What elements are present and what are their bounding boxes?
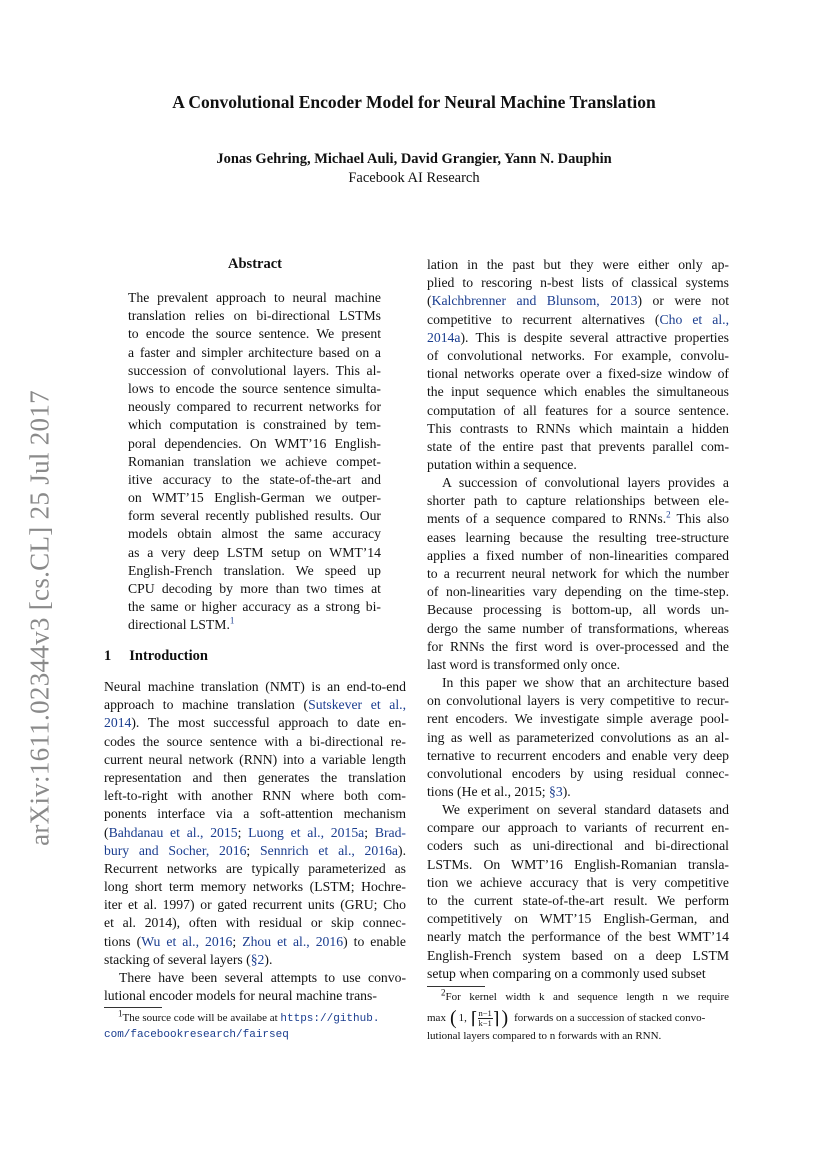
text-line: lation in the past but they were either only ap- xyxy=(427,257,729,272)
text-line: of non-linearities vary depending on the time-step. xyxy=(427,584,729,600)
author-list: Jonas Gehring, Michael Auli, David Grangier, Yann N. Dauphin xyxy=(216,151,612,167)
text-line: This contrasts to RNNs which maintain a hidden xyxy=(427,420,729,436)
intro-paragraph-2 xyxy=(104,969,406,1005)
right-paragraph-1 xyxy=(427,256,729,474)
text-line: Neural machine translation (NMT) is an end-to-end xyxy=(104,679,406,694)
paper-title: A Convolutional Encoder Model for Neural Machine Translation xyxy=(172,92,656,112)
footnote-2: $^2$For kernel width k and sequence length n we require max ( 1, ⌈ n−1 k−1 ⌉ ) forwards on a succession of stacked convo- lutional layers compared to n forwards with an RNN. xyxy=(427,987,729,1042)
text-line: left-to-right with another RNN where both com- xyxy=(104,788,406,804)
citation-link[interactable]: Sutskever et al., xyxy=(308,697,406,713)
math-one: 1, xyxy=(458,1012,467,1024)
text-line: ternative to recurrent encoders and enable very deep xyxy=(427,747,729,763)
citation-link[interactable]: §2 xyxy=(250,951,265,967)
text-line: to a recurrent neural network for which the number xyxy=(427,565,729,581)
text-line: There have been several attempts to use convo- xyxy=(119,970,406,985)
text-line: Recurrent networks are typically parameterized as xyxy=(104,860,406,876)
intro-paragraph-1 xyxy=(104,678,406,969)
citation-link[interactable]: bury and Socher, 2016 xyxy=(104,842,247,858)
text-line: the input sequence which enables the simultaneous xyxy=(427,384,729,400)
affiliation: Facebook AI Research xyxy=(348,170,480,186)
footnote-rule xyxy=(427,986,485,987)
text-line: last word is transformed only once. xyxy=(427,656,621,672)
footnote-reference[interactable]: 1 xyxy=(229,615,235,626)
text-line: codes the source sentence with a bi-directional re- xyxy=(104,733,406,749)
citation-link[interactable]: Wu et al., 2016 xyxy=(141,933,233,949)
citation-link[interactable]: 2014 xyxy=(104,715,132,731)
citation-link[interactable]: Bahdanau et al., 2015 xyxy=(108,824,238,840)
text-line: state of the entire past that prevents parallel com- xyxy=(427,438,729,454)
text-line: as a very deep LSTM setup on WMT’14 xyxy=(128,544,381,560)
text-line: tions (Wu et al., 2016; Zhou et al., 2016) to enable xyxy=(104,933,406,949)
text-line: plied to rescoring n-best lists of classical systems xyxy=(427,275,729,291)
text-line: long short term memory networks (LSTM; Hochre- xyxy=(104,879,406,895)
footnote-reference[interactable]: 2 xyxy=(666,509,671,520)
text-line: setup when comparing on a commonly used subset xyxy=(427,965,706,981)
text-line: putation within a sequence. xyxy=(427,457,577,473)
text-line: a faster and simpler architecture based on a xyxy=(128,344,381,360)
text-line: lows to encode the source sentence simulta- xyxy=(128,380,381,396)
text-line: neously compared to recurrent networks for xyxy=(128,399,381,415)
footnote-text: lutional layers compared to n forwards with an RNN. xyxy=(427,1030,662,1042)
text-line: iter et al. 1997) or gated recurrent units (GRU; Cho xyxy=(104,897,406,913)
text-line: form several recently published results. Our xyxy=(128,508,381,524)
footnote-text: The source code will be availabe at xyxy=(122,1012,281,1024)
text-line: competitively on WMT’15 English-German, and xyxy=(427,911,729,927)
text-line: ments of a sequence compared to RNNs.$^2$ This also xyxy=(427,509,729,527)
math-fraction: n−1 k−1 xyxy=(478,1008,492,1028)
text-line: Because processing is bottom-up, all words un- xyxy=(427,602,729,618)
text-line: computation of all features for a source sentence. xyxy=(427,402,729,418)
text-line: bury and Socher, 2016; Sennrich et al., 2016a). xyxy=(104,842,406,858)
source-code-link-cont[interactable]: com/facebookresearch/fairseq xyxy=(104,1029,289,1041)
abstract-body xyxy=(128,289,381,635)
section-number: 1 xyxy=(104,648,112,664)
text-line: tions (He et al., 2015; §3). xyxy=(427,784,571,800)
text-line: of convolutional networks. For example, convolu- xyxy=(427,347,729,363)
text-line: representation and then generates the translation xyxy=(104,769,406,785)
citation-link[interactable]: Cho et al., xyxy=(659,311,729,327)
citation-link[interactable]: Sennrich et al., 2016a xyxy=(260,842,399,858)
text-line: applies a fixed number of non-linearities compared xyxy=(427,547,729,563)
text-line: coders such as uni-directional and bi-directional xyxy=(427,838,729,854)
text-line: In this paper we show that an architecture based xyxy=(442,675,729,690)
text-line: current neural network (RNN) into a variable length xyxy=(104,751,406,767)
text-line: shorter path to capture relationships between ele- xyxy=(427,493,729,509)
right-paragraph-2 xyxy=(427,474,729,674)
text-line: English-French translation. We speed up xyxy=(128,562,381,578)
text-line: English-French system based on a deep LSTM xyxy=(427,947,729,963)
right-paragraph-3 xyxy=(427,674,729,801)
text-line: ponents interface via a soft-attention mechanism xyxy=(104,806,406,822)
text-line: which computation is constrained by tem- xyxy=(128,417,381,433)
footnote-1 xyxy=(104,1008,414,1043)
citation-link[interactable]: 2014a xyxy=(427,329,461,345)
text-line: (Kalchbrenner and Blunsom, 2013) or were not xyxy=(427,293,729,309)
citation-link[interactable]: §3 xyxy=(549,784,563,800)
text-line: to encode the source sentence. We present xyxy=(128,326,381,342)
source-code-link[interactable]: https://github. xyxy=(280,1013,380,1025)
text-line: translation relies on bi-directional LSTMs xyxy=(128,308,381,324)
text-line: The prevalent approach to neural machine xyxy=(128,290,381,305)
footnote-mark: 2 xyxy=(441,987,446,998)
math-max: max xyxy=(427,1012,446,1024)
text-line: (Bahdanau et al., 2015; Luong et al., 2015a; Brad- xyxy=(104,824,406,840)
text-line: stacking of several layers (§2). xyxy=(104,951,273,967)
text-line: 2014a). This is despite several attractive properties xyxy=(427,329,729,345)
text-line: on convolutional layers is very competitive to recur- xyxy=(427,693,729,709)
text-line: convolutional encoders by using residual connec- xyxy=(427,765,729,781)
section-heading-introduction xyxy=(104,648,208,665)
citation-link[interactable]: Luong et al., 2015a xyxy=(248,824,365,840)
citation-link[interactable]: Kalchbrenner and Blunsom, 2013 xyxy=(431,293,638,309)
text-line: poral dependencies. On WMT’16 English- xyxy=(128,435,381,451)
footnote-text: For kernel width k and sequence length n we require xyxy=(445,991,729,1003)
text-line: itive accuracy to the state-of-the-art and xyxy=(128,471,381,487)
text-line: succession of convolutional layers. This al- xyxy=(128,362,381,378)
text-line: A succession of convolutional layers provides a xyxy=(442,475,729,490)
text-line: dergo the same number of transformations, whereas xyxy=(427,620,729,636)
text-line: ing as well as parameterized convolutions as an al- xyxy=(427,729,729,745)
text-line: tion we achieve accuracy that is very competitive xyxy=(427,874,729,890)
text-line: approach to machine translation (Sutskever et al., xyxy=(104,697,406,713)
text-line: directional LSTM.$^1$ xyxy=(128,615,235,633)
citation-link[interactable]: Zhou et al., 2016 xyxy=(242,933,344,949)
text-line: eases learning because the resulting tree-structure xyxy=(427,529,729,545)
text-line: the same or higher accuracy as a strong bi- xyxy=(128,599,381,615)
citation-link[interactable]: Brad- xyxy=(374,824,406,840)
text-line: Romanian translation we achieve compet- xyxy=(128,453,381,469)
footnote-rule xyxy=(104,1007,162,1008)
text-line: to the current state-of-the-art result. We perform xyxy=(427,892,729,908)
text-line: on WMT’15 English-German we outper- xyxy=(128,490,381,506)
text-line: rent encoders. We investigate simple average pool- xyxy=(427,711,729,727)
right-paragraph-4 xyxy=(427,801,729,983)
text-line: 2014). The most successful approach to date en- xyxy=(104,715,406,731)
text-line: nearly match the performance of the best WMT’14 xyxy=(427,929,729,945)
arxiv-identifier[interactable]: arXiv:1611.02344v3 [cs.CL] 25 Jul 2017 xyxy=(24,390,55,846)
text-line: compare our approach to variants of recurrent en- xyxy=(427,820,729,836)
text-line: models obtain almost the same accuracy xyxy=(128,526,381,542)
text-line: lutional encoder models for neural machine trans- xyxy=(104,988,377,1004)
text-line: tional networks operate over a fixed-size window of xyxy=(427,366,729,382)
text-line: for RNNs the first word is over-processed and the xyxy=(427,638,729,654)
footnote-text: forwards on a succession of stacked convo- xyxy=(514,1012,706,1024)
text-line: CPU decoding by more than two times at xyxy=(128,581,381,596)
text-line: competitive to recurrent alternatives (Cho et al., xyxy=(427,311,729,327)
section-title: Introduction xyxy=(129,648,208,664)
text-line: LSTMs. On WMT’16 English-Romanian transla- xyxy=(427,856,729,872)
footnote-mark: 1 xyxy=(118,1008,123,1019)
text-line: We experiment on several standard datasets and xyxy=(442,802,729,817)
text-line: et al. 2014), often with residual or skip connec- xyxy=(104,915,406,931)
abstract-heading: Abstract xyxy=(228,256,282,272)
